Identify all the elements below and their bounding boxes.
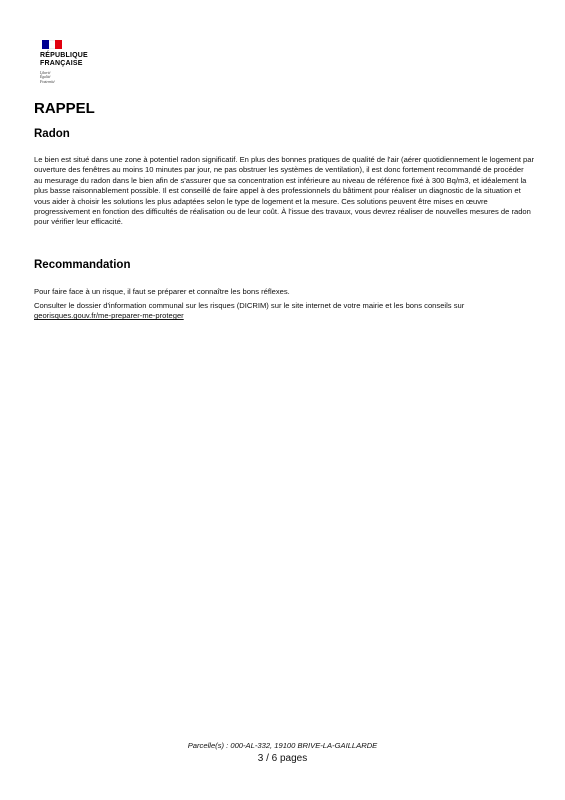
logo-motto: Liberté Égalité Fraternité [40, 71, 55, 84]
georisques-link[interactable]: georisques.gouv.fr/me-preparer-me-proteger [34, 311, 184, 321]
page-number: 3 / 6 pages [257, 753, 308, 764]
republique-francaise-logo [40, 40, 120, 84]
recommandation-paragraph-1: Pour faire face à un risque, il faut se préparer et connaître les bons réflexes. [34, 287, 290, 296]
radon-paragraph: Le bien est situé dans une zone à potentiel radon significatif. En plus des bonnes pratiques de qualité de l'air (aérer quotidiennement le logement par ouverture des fenêtres au moins 10 minutes par jour, ne pas obstruer les systèmes de ventilation), il est donc fortement recommandé de procéder au mesurage du radon dans le bien afin de s'assurer que sa concentration est inférieure au niveau de référence fixé à 300 Bq/m3, et idéalement la plus basse raisonnablement possible. Il est conseillé de faire appel à des professionnels du bâtiment pour réaliser un diagnostic de la situation et vous aider à choisir les solutions les plus adaptées selon le type de logement et la mesure. Ces solutions peuvent être mises en œuvre progressivement en fonction des difficultés de réalisation ou de leur coût. À l'issue des travaux, vous devrez réaliser de nouvelles mesures de radon pour vérifier leur efficacité. [34, 155, 535, 227]
radon-heading: Radon [34, 128, 70, 140]
french-flag-icon [42, 40, 62, 49]
recommandation-heading: Recommandation [34, 259, 131, 271]
footer-parcel: Parcelle(s) : 000-AL-332, 19100 BRIVE-LA-GAILLARDE [187, 741, 378, 750]
page-title: RAPPEL [34, 100, 95, 117]
recommandation-paragraph-2-text: Consulter le dossier d'information communal sur les risques (DICRIM) sur le site internet de votre mairie et les bons conseils sur [34, 301, 465, 310]
recommandation-paragraph-2 [34, 301, 534, 322]
logo-wordmark: RÉPUBLIQUE FRANÇAISE [40, 52, 88, 67]
